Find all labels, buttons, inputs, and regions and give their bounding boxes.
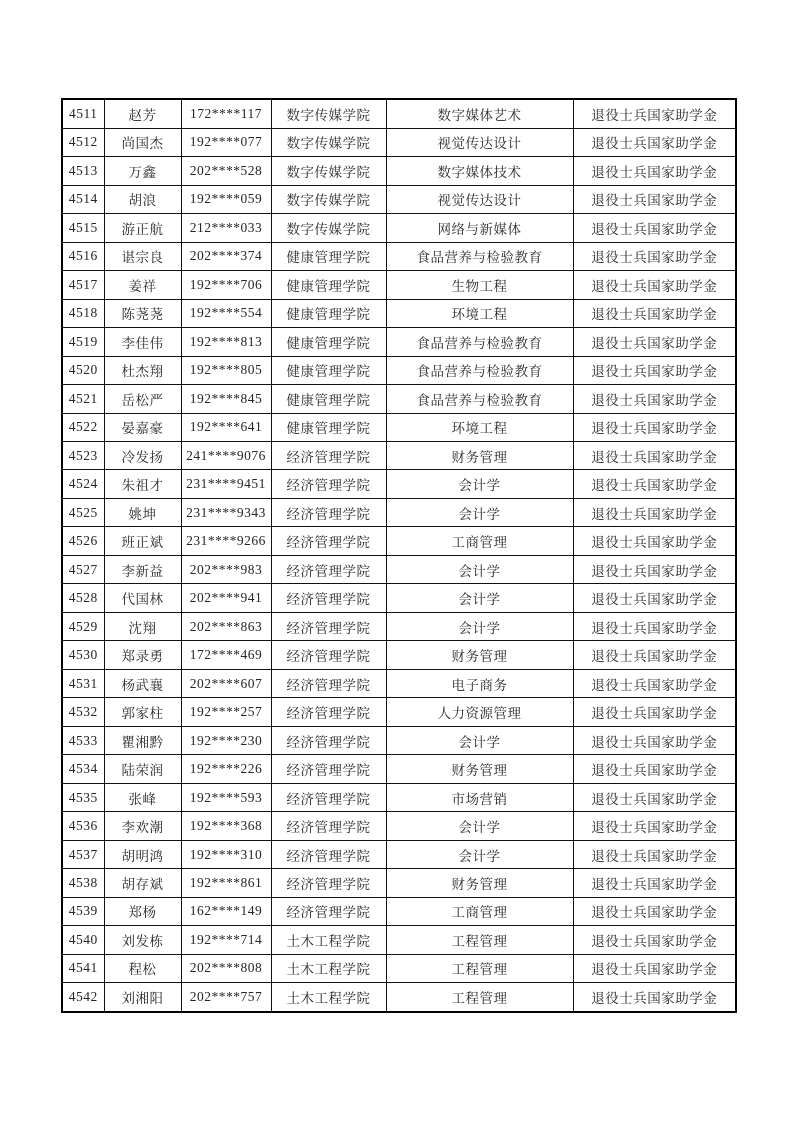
- name-cell: 李新益: [104, 555, 181, 583]
- student-id-cell: 192****554: [181, 299, 271, 327]
- student-id-cell: 172****117: [181, 99, 271, 128]
- grant-cell: 退役士兵国家助学金: [573, 584, 736, 612]
- table-row: [62, 755, 736, 783]
- college-cell: 健康管理学院: [271, 413, 386, 441]
- row-no-cell: 4527: [62, 555, 104, 583]
- college-cell: 健康管理学院: [271, 299, 386, 327]
- grant-cell: 退役士兵国家助学金: [573, 214, 736, 242]
- college-cell: 数字传媒学院: [271, 185, 386, 213]
- college-cell: 健康管理学院: [271, 385, 386, 413]
- row-no-cell: 4526: [62, 527, 104, 555]
- major-cell: 会计学: [386, 584, 573, 612]
- grant-cell: 退役士兵国家助学金: [573, 698, 736, 726]
- grant-cell: 退役士兵国家助学金: [573, 498, 736, 526]
- table-row: [62, 926, 736, 954]
- grant-cell: 退役士兵国家助学金: [573, 441, 736, 469]
- grant-cell: 退役士兵国家助学金: [573, 185, 736, 213]
- name-cell: 郭家柱: [104, 698, 181, 726]
- major-cell: 环境工程: [386, 413, 573, 441]
- major-cell: 会计学: [386, 612, 573, 640]
- name-cell: 郑杨: [104, 897, 181, 925]
- name-cell: 冷发扬: [104, 441, 181, 469]
- student-id-cell: 192****813: [181, 328, 271, 356]
- college-cell: 经济管理学院: [271, 755, 386, 783]
- table-row: [62, 641, 736, 669]
- major-cell: 食品营养与检验教育: [386, 356, 573, 384]
- student-id-cell: 231****9266: [181, 527, 271, 555]
- student-id-cell: 192****310: [181, 840, 271, 868]
- table-row: [62, 185, 736, 213]
- grant-cell: 退役士兵国家助学金: [573, 99, 736, 128]
- student-id-cell: 192****641: [181, 413, 271, 441]
- name-cell: 杨武襄: [104, 669, 181, 697]
- major-cell: 财务管理: [386, 441, 573, 469]
- name-cell: 谌宗良: [104, 242, 181, 270]
- grant-cell: 退役士兵国家助学金: [573, 840, 736, 868]
- table-row: [62, 328, 736, 356]
- student-id-cell: 192****805: [181, 356, 271, 384]
- row-no-cell: 4514: [62, 185, 104, 213]
- student-id-cell: 172****469: [181, 641, 271, 669]
- student-id-cell: 162****149: [181, 897, 271, 925]
- student-id-cell: 202****757: [181, 983, 271, 1012]
- name-cell: 姜祥: [104, 271, 181, 299]
- college-cell: 土木工程学院: [271, 954, 386, 982]
- row-no-cell: 4531: [62, 669, 104, 697]
- row-no-cell: 4540: [62, 926, 104, 954]
- college-cell: 健康管理学院: [271, 328, 386, 356]
- table-row: [62, 356, 736, 384]
- student-id-cell: 212****033: [181, 214, 271, 242]
- college-cell: 经济管理学院: [271, 869, 386, 897]
- grant-cell: 退役士兵国家助学金: [573, 242, 736, 270]
- grant-cell: 退役士兵国家助学金: [573, 726, 736, 754]
- student-id-cell: 192****226: [181, 755, 271, 783]
- major-cell: 财务管理: [386, 755, 573, 783]
- grant-cell: 退役士兵国家助学金: [573, 356, 736, 384]
- major-cell: 食品营养与检验教育: [386, 242, 573, 270]
- table-row: [62, 385, 736, 413]
- major-cell: 会计学: [386, 470, 573, 498]
- table-row: [62, 128, 736, 156]
- grant-cell: 退役士兵国家助学金: [573, 527, 736, 555]
- name-cell: 张峰: [104, 783, 181, 811]
- row-no-cell: 4511: [62, 99, 104, 128]
- college-cell: 健康管理学院: [271, 271, 386, 299]
- grant-cell: 退役士兵国家助学金: [573, 869, 736, 897]
- row-no-cell: 4525: [62, 498, 104, 526]
- student-id-cell: 192****593: [181, 783, 271, 811]
- row-no-cell: 4541: [62, 954, 104, 982]
- table-row: [62, 954, 736, 982]
- table-row: [62, 441, 736, 469]
- row-no-cell: 4518: [62, 299, 104, 327]
- name-cell: 班正斌: [104, 527, 181, 555]
- college-cell: 经济管理学院: [271, 527, 386, 555]
- major-cell: 市场营销: [386, 783, 573, 811]
- college-cell: 经济管理学院: [271, 498, 386, 526]
- row-no-cell: 4530: [62, 641, 104, 669]
- college-cell: 土木工程学院: [271, 926, 386, 954]
- student-id-cell: 192****257: [181, 698, 271, 726]
- row-no-cell: 4538: [62, 869, 104, 897]
- college-cell: 经济管理学院: [271, 641, 386, 669]
- student-id-cell: 202****941: [181, 584, 271, 612]
- grant-cell: 退役士兵国家助学金: [573, 328, 736, 356]
- major-cell: 网络与新媒体: [386, 214, 573, 242]
- row-no-cell: 4517: [62, 271, 104, 299]
- row-no-cell: 4536: [62, 812, 104, 840]
- name-cell: 晏嘉豪: [104, 413, 181, 441]
- row-no-cell: 4520: [62, 356, 104, 384]
- student-id-cell: 192****706: [181, 271, 271, 299]
- student-id-cell: 202****374: [181, 242, 271, 270]
- major-cell: 会计学: [386, 555, 573, 583]
- row-no-cell: 4516: [62, 242, 104, 270]
- major-cell: 财务管理: [386, 641, 573, 669]
- college-cell: 经济管理学院: [271, 612, 386, 640]
- table-row: [62, 612, 736, 640]
- row-no-cell: 4528: [62, 584, 104, 612]
- name-cell: 刘发栋: [104, 926, 181, 954]
- name-cell: 胡浪: [104, 185, 181, 213]
- scholarship-recipients-table: [61, 98, 737, 1013]
- name-cell: 赵芳: [104, 99, 181, 128]
- student-id-cell: 192****059: [181, 185, 271, 213]
- table-row: [62, 555, 736, 583]
- name-cell: 瞿湘黔: [104, 726, 181, 754]
- student-id-cell: 192****845: [181, 385, 271, 413]
- row-no-cell: 4524: [62, 470, 104, 498]
- name-cell: 李欢潮: [104, 812, 181, 840]
- major-cell: 工商管理: [386, 897, 573, 925]
- table-row: [62, 584, 736, 612]
- major-cell: 会计学: [386, 498, 573, 526]
- college-cell: 经济管理学院: [271, 669, 386, 697]
- college-cell: 经济管理学院: [271, 698, 386, 726]
- row-no-cell: 4521: [62, 385, 104, 413]
- major-cell: 电子商务: [386, 669, 573, 697]
- major-cell: 工程管理: [386, 926, 573, 954]
- table-row: [62, 413, 736, 441]
- college-cell: 经济管理学院: [271, 812, 386, 840]
- name-cell: 杜杰翔: [104, 356, 181, 384]
- name-cell: 岳松严: [104, 385, 181, 413]
- grant-cell: 退役士兵国家助学金: [573, 897, 736, 925]
- major-cell: 视觉传达设计: [386, 185, 573, 213]
- name-cell: 胡明鸿: [104, 840, 181, 868]
- grant-cell: 退役士兵国家助学金: [573, 783, 736, 811]
- table-row: [62, 470, 736, 498]
- grant-cell: 退役士兵国家助学金: [573, 755, 736, 783]
- major-cell: 会计学: [386, 726, 573, 754]
- grant-cell: 退役士兵国家助学金: [573, 612, 736, 640]
- student-id-cell: 192****077: [181, 128, 271, 156]
- row-no-cell: 4515: [62, 214, 104, 242]
- grant-cell: 退役士兵国家助学金: [573, 271, 736, 299]
- grant-cell: 退役士兵国家助学金: [573, 299, 736, 327]
- row-no-cell: 4522: [62, 413, 104, 441]
- table-row: [62, 214, 736, 242]
- grant-cell: 退役士兵国家助学金: [573, 983, 736, 1012]
- student-id-cell: 231****9451: [181, 470, 271, 498]
- table-row: [62, 897, 736, 925]
- name-cell: 沈翔: [104, 612, 181, 640]
- major-cell: 数字媒体技术: [386, 157, 573, 185]
- major-cell: 视觉传达设计: [386, 128, 573, 156]
- college-cell: 土木工程学院: [271, 983, 386, 1012]
- college-cell: 数字传媒学院: [271, 157, 386, 185]
- major-cell: 会计学: [386, 812, 573, 840]
- student-id-cell: 202****528: [181, 157, 271, 185]
- major-cell: 环境工程: [386, 299, 573, 327]
- table-row: [62, 242, 736, 270]
- major-cell: 人力资源管理: [386, 698, 573, 726]
- major-cell: 工程管理: [386, 983, 573, 1012]
- name-cell: 程松: [104, 954, 181, 982]
- college-cell: 经济管理学院: [271, 441, 386, 469]
- grant-cell: 退役士兵国家助学金: [573, 157, 736, 185]
- table-row: [62, 669, 736, 697]
- student-id-cell: 202****863: [181, 612, 271, 640]
- name-cell: 代国林: [104, 584, 181, 612]
- college-cell: 健康管理学院: [271, 242, 386, 270]
- major-cell: 食品营养与检验教育: [386, 385, 573, 413]
- name-cell: 郑录勇: [104, 641, 181, 669]
- row-no-cell: 4523: [62, 441, 104, 469]
- major-cell: 工商管理: [386, 527, 573, 555]
- major-cell: 数字媒体艺术: [386, 99, 573, 128]
- major-cell: 会计学: [386, 840, 573, 868]
- student-id-cell: 231****9343: [181, 498, 271, 526]
- name-cell: 游正航: [104, 214, 181, 242]
- student-id-cell: 202****808: [181, 954, 271, 982]
- table-body: [62, 99, 736, 1012]
- grant-cell: 退役士兵国家助学金: [573, 385, 736, 413]
- college-cell: 经济管理学院: [271, 470, 386, 498]
- name-cell: 万鑫: [104, 157, 181, 185]
- student-id-cell: 192****861: [181, 869, 271, 897]
- name-cell: 刘湘阳: [104, 983, 181, 1012]
- table-row: [62, 527, 736, 555]
- row-no-cell: 4534: [62, 755, 104, 783]
- table-row: [62, 783, 736, 811]
- grant-cell: 退役士兵国家助学金: [573, 669, 736, 697]
- college-cell: 经济管理学院: [271, 840, 386, 868]
- name-cell: 胡存斌: [104, 869, 181, 897]
- table-row: [62, 698, 736, 726]
- row-no-cell: 4519: [62, 328, 104, 356]
- row-no-cell: 4539: [62, 897, 104, 925]
- table-row: [62, 812, 736, 840]
- row-no-cell: 4535: [62, 783, 104, 811]
- grant-cell: 退役士兵国家助学金: [573, 954, 736, 982]
- table-row: [62, 99, 736, 128]
- row-no-cell: 4529: [62, 612, 104, 640]
- name-cell: 朱祖才: [104, 470, 181, 498]
- student-id-cell: 241****9076: [181, 441, 271, 469]
- name-cell: 尚国杰: [104, 128, 181, 156]
- major-cell: 食品营养与检验教育: [386, 328, 573, 356]
- student-id-cell: 192****714: [181, 926, 271, 954]
- grant-cell: 退役士兵国家助学金: [573, 555, 736, 583]
- grant-cell: 退役士兵国家助学金: [573, 812, 736, 840]
- table-row: [62, 869, 736, 897]
- student-id-cell: 202****983: [181, 555, 271, 583]
- table-row: [62, 271, 736, 299]
- student-id-cell: 202****607: [181, 669, 271, 697]
- row-no-cell: 4537: [62, 840, 104, 868]
- table-row: [62, 498, 736, 526]
- major-cell: 生物工程: [386, 271, 573, 299]
- college-cell: 经济管理学院: [271, 584, 386, 612]
- college-cell: 经济管理学院: [271, 897, 386, 925]
- college-cell: 经济管理学院: [271, 783, 386, 811]
- grant-cell: 退役士兵国家助学金: [573, 470, 736, 498]
- row-no-cell: 4542: [62, 983, 104, 1012]
- major-cell: 工程管理: [386, 954, 573, 982]
- table-row: [62, 840, 736, 868]
- major-cell: 财务管理: [386, 869, 573, 897]
- row-no-cell: 4513: [62, 157, 104, 185]
- grant-cell: 退役士兵国家助学金: [573, 641, 736, 669]
- student-id-cell: 192****230: [181, 726, 271, 754]
- student-id-cell: 192****368: [181, 812, 271, 840]
- college-cell: 数字传媒学院: [271, 99, 386, 128]
- table-row: [62, 299, 736, 327]
- grant-cell: 退役士兵国家助学金: [573, 413, 736, 441]
- college-cell: 经济管理学院: [271, 726, 386, 754]
- name-cell: 陈荛荛: [104, 299, 181, 327]
- college-cell: 数字传媒学院: [271, 214, 386, 242]
- row-no-cell: 4532: [62, 698, 104, 726]
- name-cell: 姚坤: [104, 498, 181, 526]
- college-cell: 经济管理学院: [271, 555, 386, 583]
- table-row: [62, 726, 736, 754]
- table-row: [62, 157, 736, 185]
- row-no-cell: 4533: [62, 726, 104, 754]
- grant-cell: 退役士兵国家助学金: [573, 128, 736, 156]
- college-cell: 健康管理学院: [271, 356, 386, 384]
- grant-cell: 退役士兵国家助学金: [573, 926, 736, 954]
- name-cell: 陆荣润: [104, 755, 181, 783]
- row-no-cell: 4512: [62, 128, 104, 156]
- name-cell: 李佳伟: [104, 328, 181, 356]
- table-row: [62, 983, 736, 1012]
- college-cell: 数字传媒学院: [271, 128, 386, 156]
